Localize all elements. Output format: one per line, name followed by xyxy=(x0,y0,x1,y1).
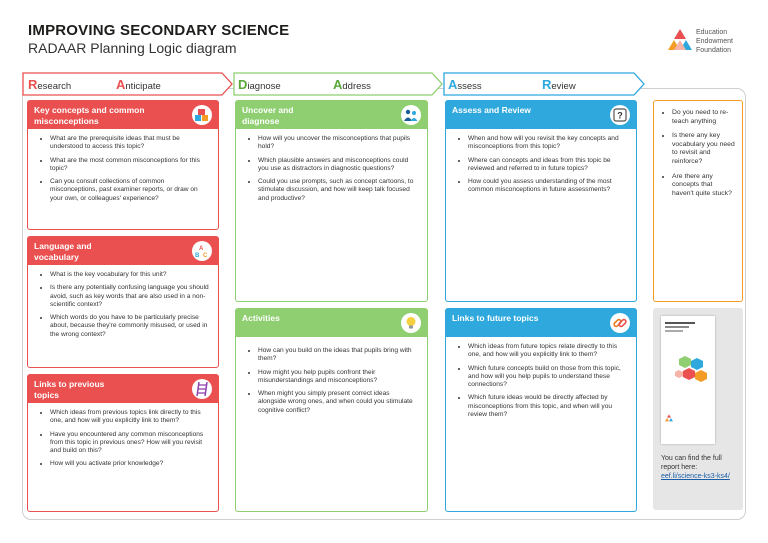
list-item: • Do you need to re-teach anything xyxy=(672,109,736,126)
list xyxy=(236,129,427,203)
stage-label-diagnose: Diagnose xyxy=(238,77,281,92)
card-links-future xyxy=(445,308,637,512)
list xyxy=(28,403,218,469)
list xyxy=(654,101,742,198)
building-blocks-icon xyxy=(192,105,212,125)
list-item: • What is the key vocabulary for this unit? xyxy=(50,271,210,279)
card-title: Assess and Review xyxy=(452,105,531,115)
list xyxy=(446,129,636,195)
card-key-concepts xyxy=(27,100,219,230)
list-item: • What are the most common misconceptions for this topic? xyxy=(50,157,210,174)
list-item: • What are the prerequisite ideas that must be understood to access this topic? xyxy=(50,135,210,152)
report-cover-thumbnail[interactable] xyxy=(661,316,715,444)
hexagon-cluster-icon xyxy=(675,354,709,384)
card-title: Activities xyxy=(242,313,280,323)
question-icon xyxy=(610,105,630,125)
stage-label-address: Address xyxy=(333,77,371,92)
card-header xyxy=(446,101,636,129)
stage-label-assess: Assess xyxy=(448,77,482,92)
card-language xyxy=(27,236,219,368)
page-subtitle: RADAAR Planning Logic diagram xyxy=(28,40,237,56)
stage-label-research: Research xyxy=(28,77,72,92)
report-note-text: You can find the full report here: xyxy=(661,455,722,471)
list xyxy=(28,129,218,203)
lightbulb-icon xyxy=(401,313,421,333)
list-item: • Where can concepts and ideas from this topic be reviewed and referred to in future topics? xyxy=(468,157,628,174)
card-links-previous xyxy=(27,374,219,512)
list-item: • How could you assess understanding of the most common misconceptions in future assessments? xyxy=(468,178,628,195)
card-reteach xyxy=(653,100,743,302)
stage-label-review: Review xyxy=(542,77,576,92)
eef-logo xyxy=(668,28,758,64)
svg-text:C: C xyxy=(203,253,208,258)
list xyxy=(446,337,636,419)
logo-line-3: Foundation xyxy=(696,47,732,54)
card-title: Language and vocabulary xyxy=(34,241,92,262)
card-header xyxy=(28,237,218,265)
eef-mini-logo-icon xyxy=(665,414,673,422)
list-item: • Which future ideas would be directly affected by misconceptions from this topic, and when will you review them? xyxy=(468,394,628,419)
ladder-icon xyxy=(192,379,212,399)
report-link[interactable]: eef.li/science-ks3-ks4/ xyxy=(661,473,730,480)
list-item: • How can you build on the ideas that pupils bring with them? xyxy=(258,347,419,364)
card-title: Links to future topics xyxy=(452,313,539,323)
list-item: • Which words do you have to be particularly precise about, because they're commonly misused, or used in the wrong context? xyxy=(50,314,210,339)
list-item: • Which plausible answers and misconceptions could you use as distractors in diagnostic questions? xyxy=(258,157,419,174)
eef-logo-icon xyxy=(668,28,692,56)
chain-link-icon xyxy=(610,313,630,333)
list-item: • Which ideas from future topics relate directly to this one, and how will you explicitly link to them? xyxy=(468,343,628,360)
people-icon xyxy=(401,105,421,125)
page-title: IMPROVING SECONDARY SCIENCE xyxy=(28,22,290,39)
list-item: • Which future concepts build on those from this topic, and how will you help pupils to understand these connections? xyxy=(468,365,628,390)
card-title: Uncover and diagnose xyxy=(242,105,294,126)
list-item: • How might you help pupils confront their misunderstandings and misconceptions? xyxy=(258,369,419,386)
card-activities xyxy=(235,308,428,512)
card-header xyxy=(236,101,427,129)
card-title: Key concepts and common misconceptions xyxy=(34,105,145,126)
svg-text:B: B xyxy=(195,253,200,258)
abc-icon xyxy=(192,241,212,261)
card-title: Links to previous topics xyxy=(34,379,105,400)
svg-text:?: ? xyxy=(617,110,623,121)
card-header xyxy=(28,375,218,403)
list-item: • When and how will you revisit the key concepts and misconceptions from this topic? xyxy=(468,135,628,152)
list-item: • How will you uncover the misconceptions that pupils hold? xyxy=(258,135,419,152)
card-header xyxy=(446,309,636,337)
list-item: • How will you activate prior knowledge? xyxy=(50,460,210,468)
svg-text:A: A xyxy=(199,246,204,252)
card-header xyxy=(28,101,218,129)
card-assess-review xyxy=(445,100,637,302)
stage-label-anticipate: Anticipate xyxy=(116,77,161,92)
card-uncover xyxy=(235,100,428,302)
logo-line-2: Endowment xyxy=(696,38,733,45)
card-header xyxy=(236,309,427,337)
list-item: • When might you simply present correct ideas alongside wrong ones, and when could you stimulate cognitive conflict? xyxy=(258,390,419,415)
list-item: • Have you encountered any common misconceptions from this topic in previous ones? How will you revisit and build on this? xyxy=(50,431,210,456)
report-note xyxy=(661,454,741,481)
list-item: • Are there any concepts that haven't quite stuck? xyxy=(672,173,736,199)
logo-line-1: Education xyxy=(696,29,728,36)
list xyxy=(236,337,427,415)
list-item: • Is there any key vocabulary you need to revisit and reinforce? xyxy=(672,132,736,166)
list xyxy=(28,265,218,339)
report-panel xyxy=(653,308,743,510)
list-item: • Could you use prompts, such as concept cartoons, to stimulate discussion, and how will keep talk focused and productive? xyxy=(258,178,419,203)
list-item: • Can you consult collections of common misconceptions, past examiner reports, or draw on your own, or colleagues' experience? xyxy=(50,178,210,203)
list-item: • Which ideas from previous topics link directly to this one, and how will you explicitly link to them? xyxy=(50,409,210,426)
list-item: • Is there any potentially confusing language you should avoid, such as key words that are also used in a non-scientific context? xyxy=(50,284,210,309)
